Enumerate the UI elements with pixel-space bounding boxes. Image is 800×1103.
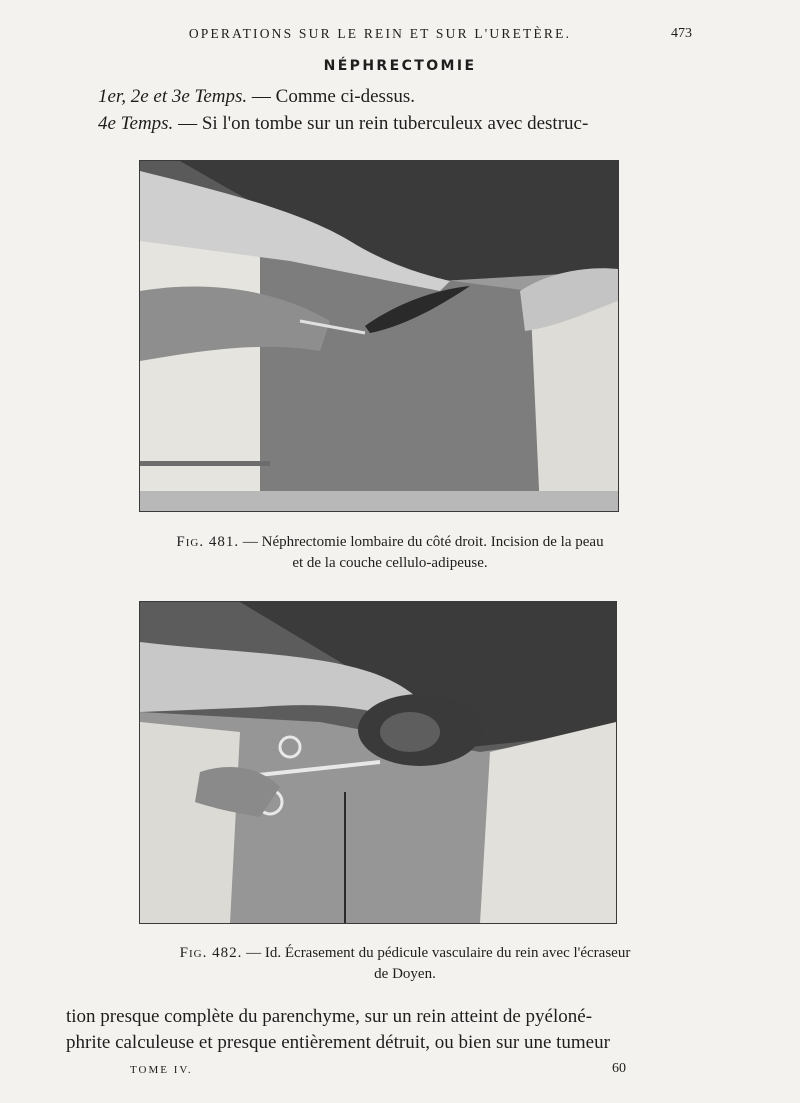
figure-481-caption-line-2: et de la couche cellulo-adipeuse. <box>292 555 488 571</box>
figure-482-label: Fig. 482. <box>179 945 243 961</box>
intro-line-2 <box>98 113 588 135</box>
footer-volume: TOME IV. <box>130 1064 193 1076</box>
figure-481-image <box>140 161 618 511</box>
figure-482-caption <box>75 943 735 985</box>
figure-481-caption-text-1: — Néphrectomie lombaire du côté droit. Incision de la peau <box>242 534 604 550</box>
figure-482-caption-line-1 <box>75 943 735 964</box>
body-line-2: phrite calculeuse et presque entièrement détruit, ou bien sur une tumeur <box>66 1032 610 1053</box>
figure-482-caption-line-2: de Doyen. <box>374 966 436 982</box>
intro-line-1 <box>98 86 415 108</box>
intro-step-4-label: 4e Temps. <box>98 113 174 134</box>
figure-481-caption-line-1 <box>90 532 690 553</box>
figure-482-image <box>140 602 616 923</box>
page-number: 473 <box>671 26 692 41</box>
intro-steps-label: 1er, 2e et 3e Temps. <box>98 86 248 107</box>
footer-signature: 60 <box>612 1061 626 1076</box>
figure-482-photo <box>139 601 617 924</box>
running-head: OPERATIONS SUR LE REIN ET SUR L'URETÈRE. <box>188 26 572 41</box>
intro-line-2-text: — Si l'on tombe sur un rein tuberculeux avec destruc- <box>178 113 589 134</box>
body-line-1: tion presque complète du parenchyme, sur un rein atteint de pyéloné- <box>66 1006 593 1027</box>
figure-482-caption-text-1: — Id. Écrasement du pédicule vasculaire du rein avec l'écraseur <box>246 945 631 961</box>
figure-481-photo <box>139 160 619 512</box>
figure-481-label: Fig. 481. <box>176 534 240 550</box>
section-title: NÉPHRECTOMIE <box>323 58 477 74</box>
intro-line-1-text: — Comme ci-dessus. <box>251 86 415 107</box>
figure-481-caption <box>90 532 690 574</box>
